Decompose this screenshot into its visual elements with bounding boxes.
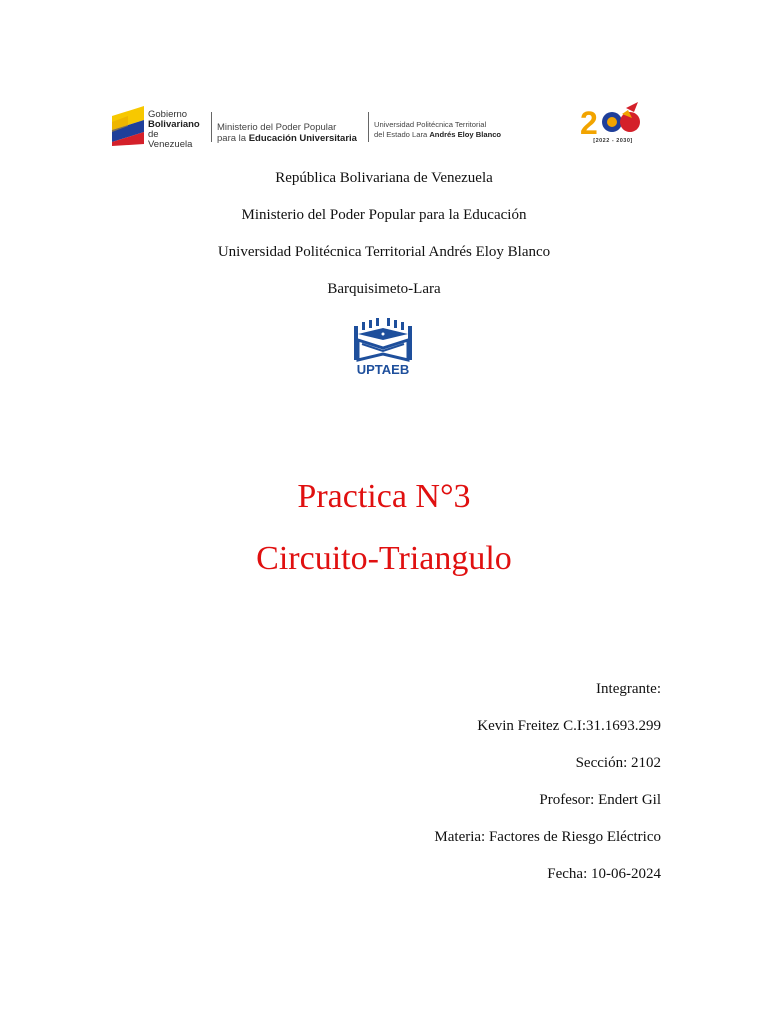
country-name: República Bolivariana de Venezuela — [275, 170, 493, 186]
header-separator — [368, 112, 369, 142]
university-line2-prefix: del Estado Lara — [374, 130, 428, 139]
university-name: Universidad Politécnica Territorial Andrés Eloy Blanco — [217, 244, 551, 260]
svg-text:2: 2 — [580, 105, 598, 141]
university-line1: Universidad Politécnica Territorial — [374, 120, 487, 129]
ministry-line1: Ministerio del Poder Popular — [217, 122, 337, 133]
ministry-name: Ministerio del Poder Popular para la Educación — [241, 207, 527, 223]
university-line2-bold: Andrés Eloy Blanco — [429, 130, 502, 139]
practice-subtitle: Circuito-Triangulo — [256, 540, 512, 577]
venezuela-flag-icon — [110, 102, 146, 146]
ministry-line2-prefix: para la — [217, 133, 247, 144]
ministry-line2-bold: Educación Universitaria — [248, 133, 357, 144]
section-info: Sección: 2102 — [575, 755, 661, 771]
gov-line1: Gobierno — [148, 109, 188, 120]
header-separator — [211, 112, 212, 142]
city-name: Barquisimeto-Lara — [327, 281, 441, 297]
bicentenario-years: [2022 - 2030] — [593, 138, 633, 144]
members-label: Integrante: — [596, 681, 661, 697]
uptaeb-logo-icon — [352, 318, 414, 378]
ministry-text — [217, 122, 357, 144]
professor-info: Profesor: Endert Gil — [539, 792, 661, 808]
date-info: Fecha: 10-06-2024 — [547, 866, 661, 882]
gov-line2: Bolivariano — [148, 119, 200, 130]
uptaeb-logo-text: UPTAEB — [356, 362, 410, 377]
gobierno-text — [148, 110, 200, 150]
subject-info: Materia: Factores de Riesgo Eléctrico — [434, 829, 661, 845]
header-logos — [110, 100, 650, 148]
gov-line3: de Venezuela — [148, 129, 193, 150]
practice-title: Practica N°3 — [297, 478, 471, 515]
member-name: Kevin Freitez C.I:31.1693.299 — [477, 718, 661, 734]
university-header-text — [374, 120, 501, 140]
